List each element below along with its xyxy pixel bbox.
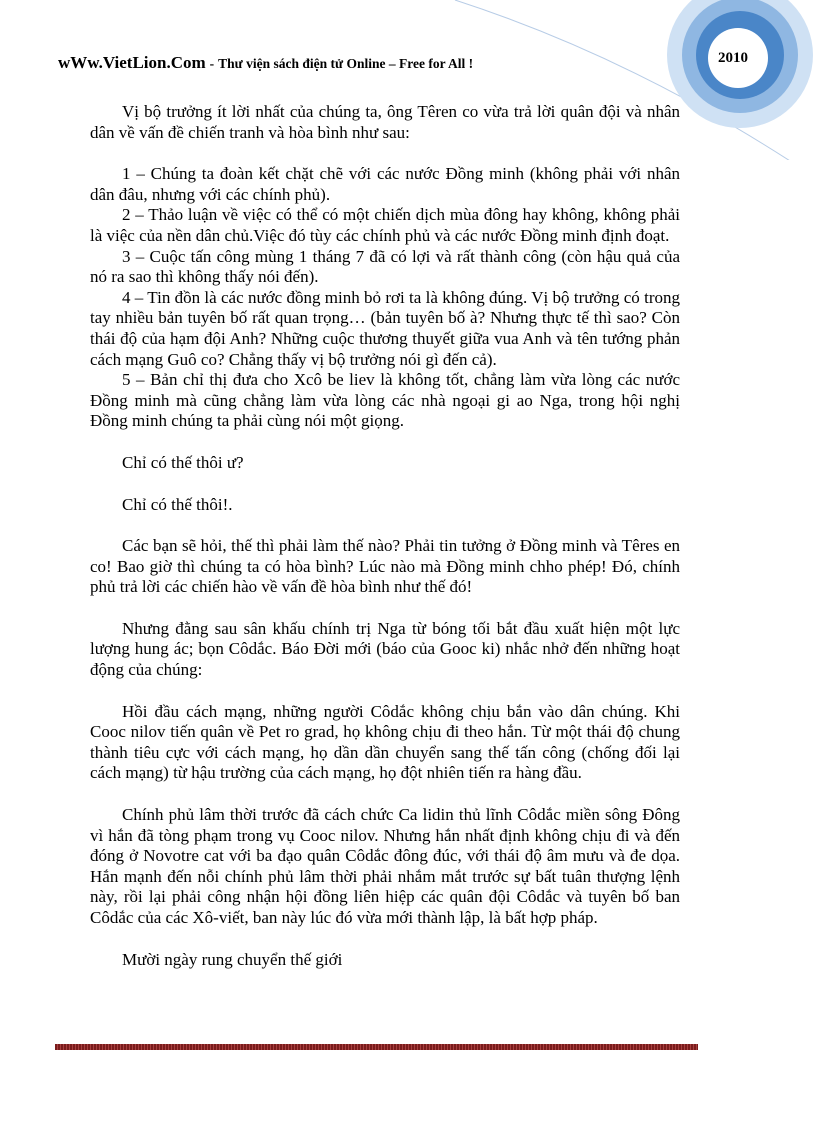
running-footer-title: Mười ngày rung chuyển thế giới [122,949,343,969]
document-body [90,102,680,970]
paragraph-answer: Chỉ có thế thôi!. [122,494,233,514]
footer-rule [55,1044,698,1050]
paragraph-revolution: Hồi đầu cách mạng, những người Côdắc không chịu bắn vào dân chúng. Khi Cooc nilov tiến quân về Pet ro grad, họ không chịu đi theo hắn. Từ một thái độ chung thành tiêu cực với cách mạng, họ dần dần chuyển sang thế tấn công (chống đối lại cách mạng) từ hậu trường của cách mạng, họ đột nhiên tiến ra hàng đầu. [90,701,680,783]
paragraph-question: Chỉ có thế thôi ư? [122,452,244,472]
header-separator: - [209,56,215,71]
site-name[interactable]: wWw.VietLion.Com [58,53,206,72]
list-item-2: 2 – Thảo luận về việc có thể có một chiến dịch mùa đông hay không, không phải là việc của nền dân chủ.Việc đó tùy các chính phủ và các nước Đồng minh định đoạt. [90,205,680,245]
paragraph-intro: Vị bộ trưởng ít lời nhất của chúng ta, ông Têren co vừa trả lời quân đội và nhân dân về vấn đề chiến tranh và hòa bình như sau: [90,102,680,142]
site-tagline: Thư viện sách điện tử Online – Free for All ! [218,56,474,71]
year-label: 2010 [718,50,748,66]
page-header [58,53,473,73]
paragraph-peace: Các bạn sẽ hỏi, thế thì phải làm thế nào? Phải tin tưởng ở Đồng minh và Têres en co! Bao giờ thì chúng ta có hòa bình? Lúc nào mà Đồng minh chho phép! Đó, chính phủ trả lời các chiến hào về vấn đề hòa bình như thế đó! [90,536,680,597]
list-item-4: 4 – Tin đồn là các nước đồng minh bỏ rơi ta là không đúng. Vị bộ trưởng có trong tay nhiều bản tuyên bố rất quan trọng… (bản tuyên bố à? Nhưng thực tế thì sao? Còn thái độ của hạm đội Anh? Những cuộc thương thuyết giữa vua Anh và tên tướng phản cách mạng Guô co? Chẳng thấy vị bộ trưởng nói gì đến cả). [90,287,680,369]
list-item-5: 5 – Bản chỉ thị đưa cho Xcô be liev là không tốt, chẳng làm vừa lòng các nước Đồng minh mà cũng chẳng làm vừa lòng các nhà ngoại gi ao Nga, trong hội nghị Đồng minh chúng ta phải cùng nói một giọng. [90,370,680,431]
paragraph-kaledin: Chính phủ lâm thời trước đã cách chức Ca lidin thủ lĩnh Côdắc miền sông Đông vì hắn đã tòng phạm trong vụ Cooc nilov. Nhưng hắn nhất định không chịu đi và đến đóng ở Novotre cat với ba đạo quân Côdắc đông đúc, với thái độ âm mưu và đe dọa. Hắn mạnh đến nỗi chính phủ lâm thời phải nhắm mắt trước sự bất tuân thượng lệnh này, rồi lại phải công nhận hội đồng liên hiệp các quân đội Côdắc và tuyên bố ban Côdắc của các Xô-viết, ban này lúc đó vừa mới thành lập, là bất hợp pháp. [90,805,680,927]
list-item-3: 3 – Cuộc tấn công mùng 1 tháng 7 đã có lợi và rất thành công (còn hậu quả của nó ra sao thì không thấy nói đến). [90,246,680,287]
paragraph-cossacks: Nhưng đằng sau sân khấu chính trị Nga từ bóng tối bắt đầu xuất hiện một lực lượng hung ác; bọn Côdắc. Báo Đời mới (báo của Gooc ki) nhắc nhở đến những hoạt động của chúng: [90,618,680,680]
list-item-1: 1 – Chúng ta đoàn kết chặt chẽ với các nước Đồng minh (không phải với nhân dân đâu, nhưng với các chính phủ). [90,164,680,204]
